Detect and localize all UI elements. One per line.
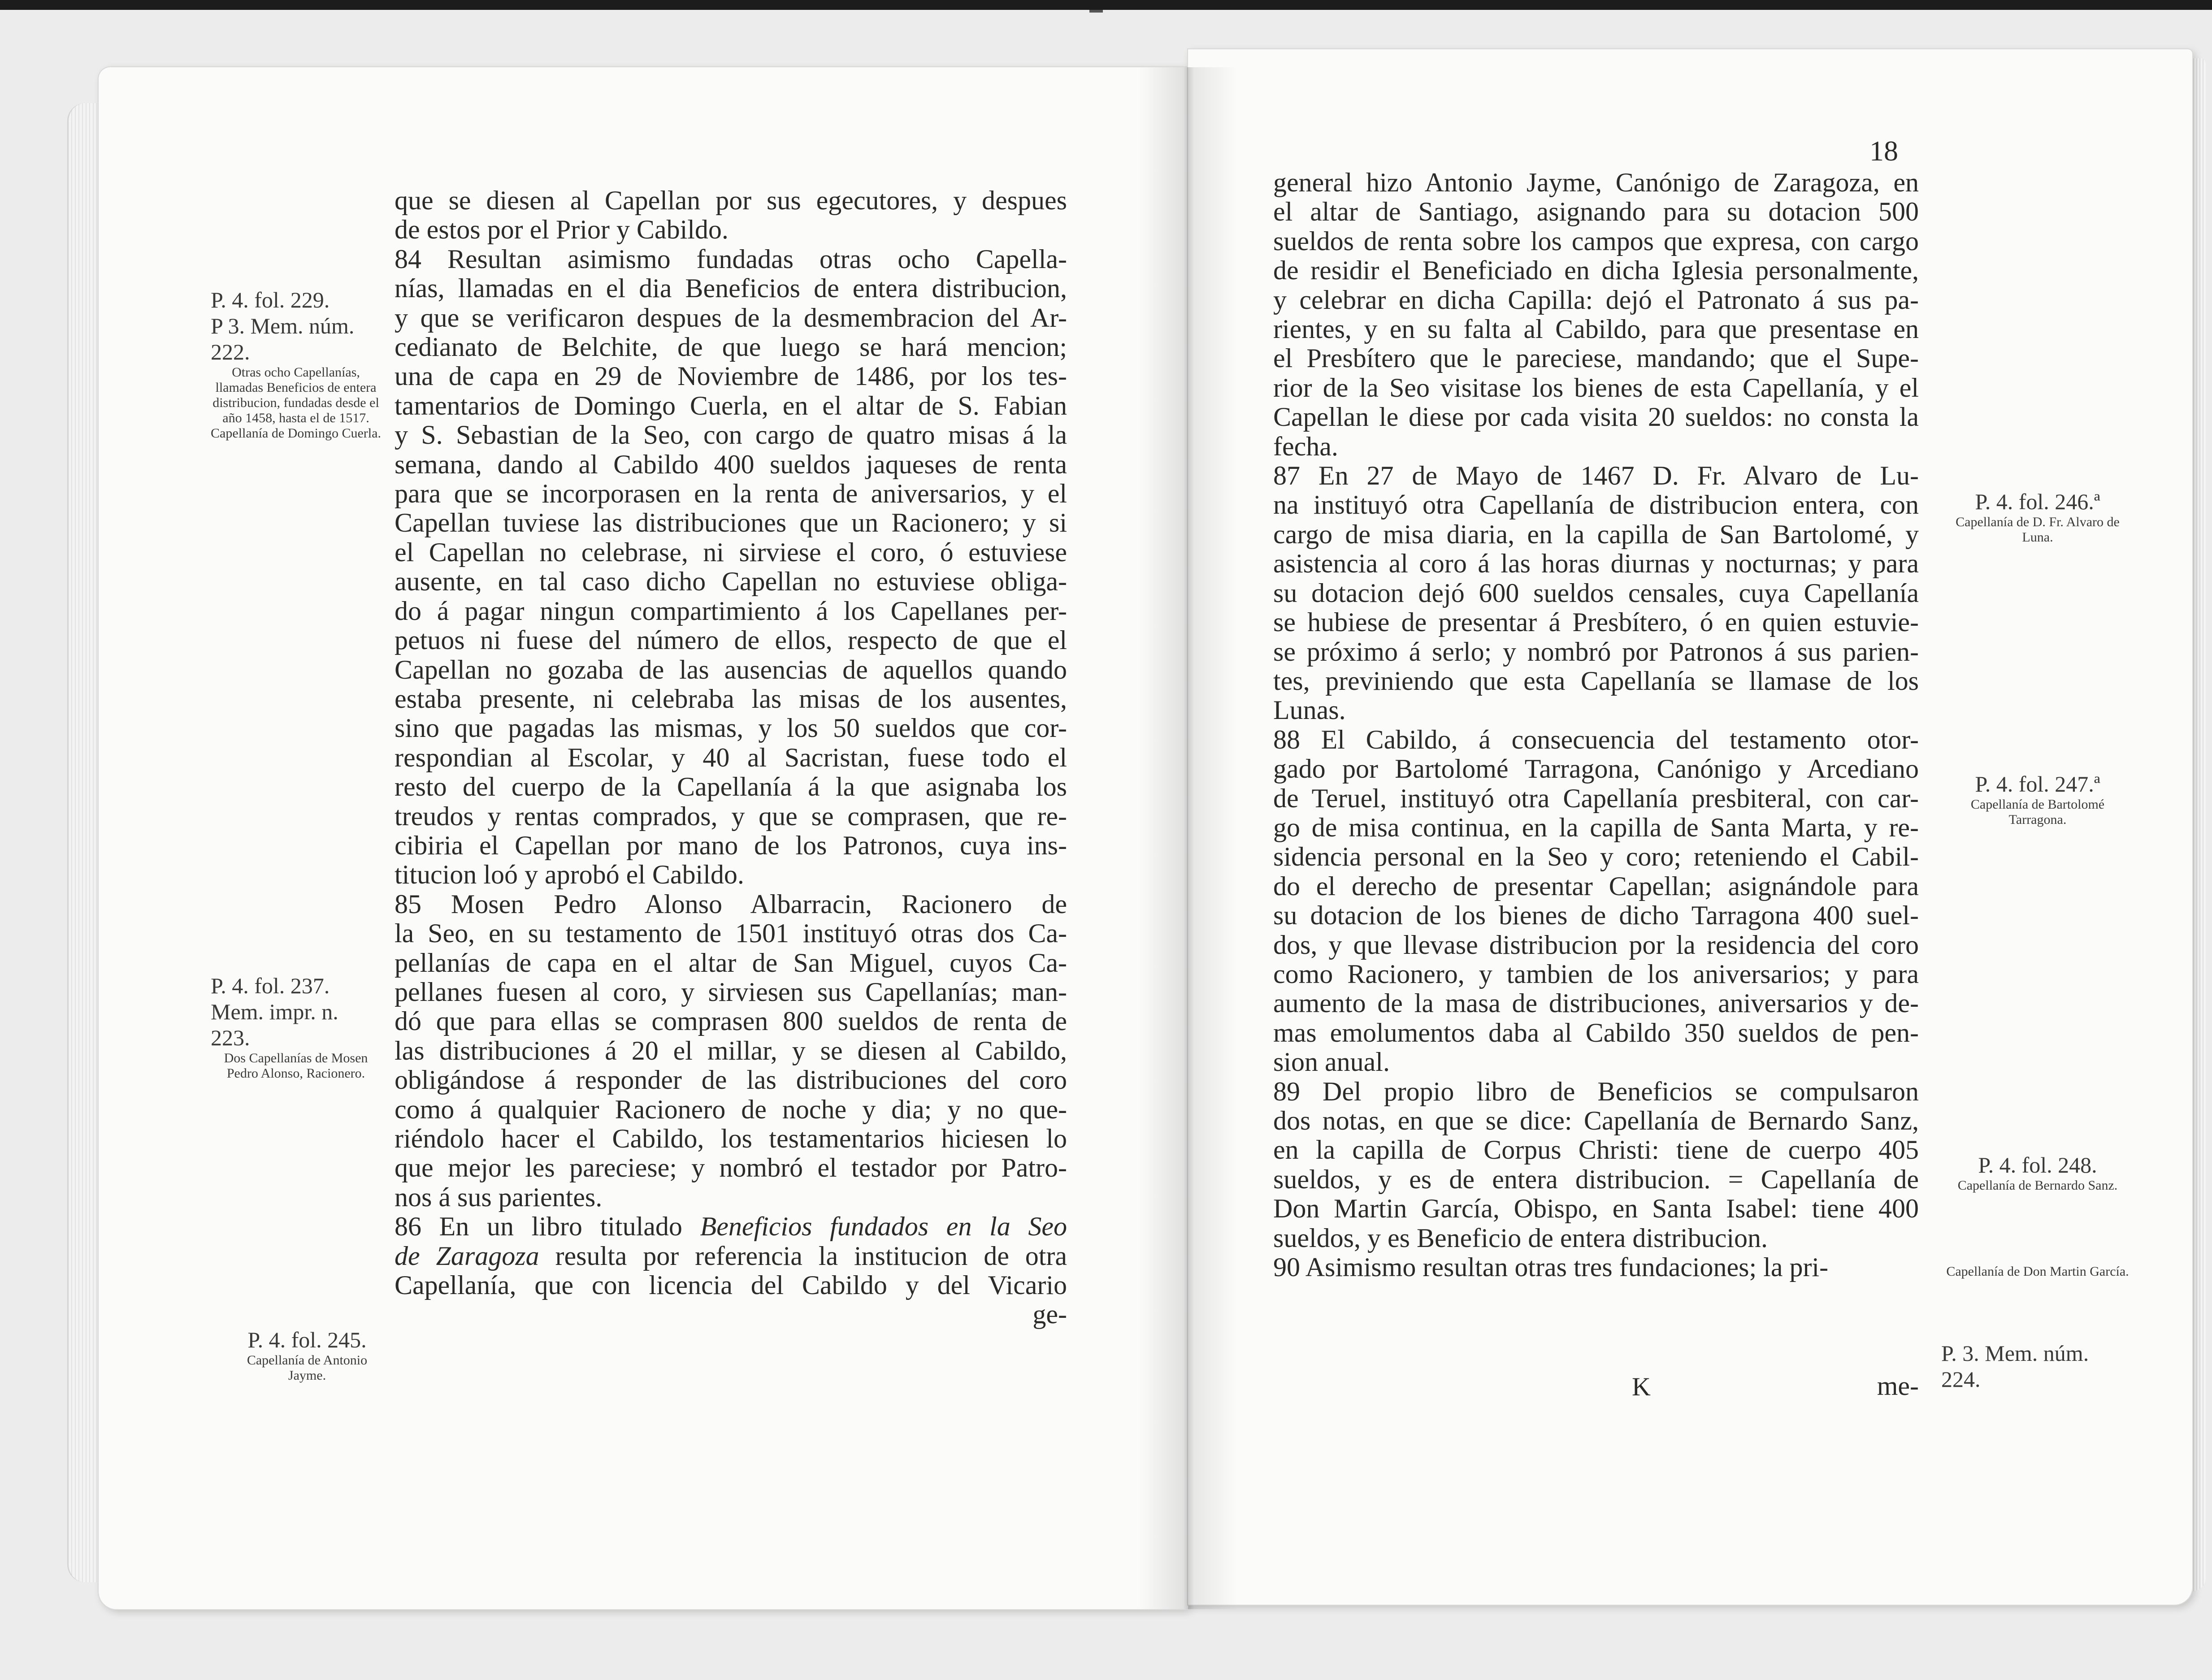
- text-line: se próximo á serlo; y nombró por Patronos á sus parien-: [1273, 636, 1919, 667]
- text-line: que mejor les pareciese; y nombró el testador por Patro-: [395, 1153, 1067, 1183]
- text-line: Capellanía, que con licencia del Cabildo y del Vicario: [395, 1270, 1067, 1300]
- text-line: de estos por el Prior y Cabildo.: [395, 215, 729, 245]
- text-line: 85 Mosen Pedro Alonso Albarracin, Racionero de: [395, 889, 1067, 919]
- text-line: en la capilla de Corpus Christi: tiene de cuerpo 405: [1273, 1135, 1919, 1165]
- text-line: como á qualquier Racionero de noche y dia; y no que-: [395, 1094, 1067, 1124]
- text-line: sueldos, y es de entera distribucion. = Capellanía de: [1273, 1164, 1919, 1194]
- note-ref: P. 4. fol. 237.: [211, 973, 330, 998]
- text-line: ge-: [1032, 1299, 1067, 1329]
- note-ref: P. 4. fol. 247.ª: [1975, 771, 2100, 797]
- text-line: sidencia personal en la Seo y coro; reteniendo el Cabil-: [1273, 842, 1919, 872]
- text-line: rientes, y en su falta al Cabildo, para que presentase en: [1273, 314, 1919, 344]
- text-line: tamentarios de Domingo Cuerla, en el altar de S. Fabian: [395, 390, 1067, 420]
- note-desc: Capellanía de Domingo Cuerla.: [211, 426, 381, 441]
- text-line: titucion loó y aprobó el Cabildo.: [395, 860, 744, 890]
- note-ref: P. 4. fol. 246.ª: [1975, 489, 2100, 514]
- left-margin-note-2: [211, 973, 381, 1081]
- text-line: la Seo, en su testamento de 1501 instituyó otras dos Ca-: [395, 918, 1067, 948]
- text-line: las distribuciones á 20 el millar, y se diesen al Cabildo,: [395, 1035, 1067, 1065]
- text-line: sino que pagadas las mismas, y los 50 sueldos que cor-: [395, 713, 1067, 743]
- text-line: petuos ni fuese del número de ellos, respecto de que el: [395, 625, 1067, 655]
- note-ref: 224.: [1941, 1367, 1981, 1392]
- note-ref: P. 4. fol. 248.: [1978, 1152, 2097, 1178]
- catchword-text: me-: [1877, 1371, 1919, 1401]
- text-line: de residir el Beneficiado en dicha Iglesia personalmente,: [1273, 255, 1919, 286]
- text-line: asistencia al coro á las horas diurnas y nocturnas; y para: [1273, 549, 1919, 579]
- left-page-body: [395, 186, 1067, 1329]
- text-line: go de misa continua, en la capilla de Santa Marta, y re-: [1273, 812, 1919, 842]
- text-line: 89 Del propio libro de Beneficios se compulsaron: [1273, 1076, 1919, 1106]
- right-margin-note-2: [1941, 771, 2134, 827]
- text-line: el altar de Santiago, asignando para su dotacion 500: [1273, 197, 1919, 227]
- note-ref: Mem. impr. n.: [211, 999, 338, 1024]
- text-line: rior de la Seo visitase los bienes de esta Capellanía, y el: [1273, 372, 1919, 403]
- text-line: dó que para ellas se comprasen 800 sueldos de renta de: [395, 1006, 1067, 1036]
- text-line: cedianato de Belchite, de que luego se hará mencion;: [395, 332, 1067, 362]
- text-line: su dotacion de los bienes de dicho Tarragona 400 suel-: [1273, 901, 1919, 931]
- text-line: Don Martin García, Obispo, en Santa Isabel: tiene 400: [1273, 1194, 1919, 1224]
- note-desc: Dos Capellanías de Mosen Pedro Alonso, Racionero.: [224, 1051, 368, 1081]
- text-line: pellanías de capa en el altar de San Miguel, cuyos Ca-: [395, 948, 1067, 978]
- text-line: y celebrar en dicha Capilla: dejó el Patronato á sus pa-: [1273, 285, 1919, 315]
- text-line: aumento de la masa de distribuciones, aniversarios y de-: [1273, 988, 1919, 1018]
- text-line: el Presbítero que le pareciese, mandando; que el Supe-: [1273, 343, 1919, 373]
- text-line: dos notas, en que se dice: Capellanía de Bernardo Sanz,: [1273, 1106, 1919, 1135]
- text-line: 90 Asimismo resultan otras tres fundaciones; la pri-: [1273, 1252, 1829, 1282]
- text-line: cibiria el Capellan por mano de los Patronos, cuya ins-: [395, 830, 1067, 860]
- signature-mark: K: [1632, 1372, 1651, 1401]
- text-line: estaba presente, ni celebraba las misas de los ausentes,: [395, 684, 1067, 714]
- text-line: treudos y rentas comprados, y que se comprasen, que re-: [395, 801, 1067, 831]
- right-margin-note-5: [1941, 1340, 2134, 1392]
- text-line: nías, llamadas en el dia Beneficios de entera distribucion,: [395, 273, 1067, 303]
- note-desc: Capellanía de Bartolomé Tarragona.: [1970, 797, 2105, 827]
- text-line: respondian al Escolar, y 40 al Sacristan, fuese todo el: [395, 742, 1067, 772]
- text-line: Capellan no gozaba de las ausencias de aquellos quando: [395, 654, 1067, 684]
- book-gutter: [1139, 67, 1237, 1609]
- text-line: nos á sus parientes.: [395, 1182, 603, 1212]
- note-desc: Capellanía de Bernardo Sanz.: [1957, 1178, 2118, 1193]
- text-line: Capellan tuviese las distribuciones que un Racionero; y si: [395, 508, 1067, 538]
- text-line: do á pagar ningun compartimiento á los Capellanes per-: [395, 596, 1067, 626]
- text-line: resto del cuerpo de la Capellanía á la que asignaba los: [395, 772, 1067, 802]
- text-line: semana, dando al Cabildo 400 sueldos jaqueses de renta: [395, 449, 1067, 479]
- note-ref: P 3. Mem. núm.: [211, 313, 355, 338]
- text-line: general hizo Antonio Jayme, Canónigo de Zaragoza, en: [1273, 168, 1919, 197]
- text-line: na instituyó otra Capellanía de distribucion entera, con: [1273, 490, 1919, 520]
- text-line: de Teruel, instituyó otra Capellanía presbiteral, con car-: [1273, 783, 1919, 813]
- text-line: como Racionero, y tambien de los aniversarios; y para: [1273, 959, 1919, 989]
- note-desc: Capellanía de Antonio Jayme.: [247, 1353, 368, 1383]
- left-margin-note-3: [233, 1327, 381, 1383]
- text-line: ausente, en tal caso dicho Capellan no estuviese obliga-: [395, 567, 1067, 597]
- note-desc: Otras ocho Capellanías, llamadas Beneficios de entera distribucion, fundadas desde el año 1458, hasta el de 1517.: [213, 365, 379, 425]
- page-number: 18: [1869, 135, 1898, 167]
- text-line: gado por Bartolomé Tarragona, Canónigo y Arcediano: [1273, 754, 1919, 784]
- text-line: sion anual.: [1273, 1047, 1390, 1077]
- text-line: para que se incorporasen en la renta de aniversarios, y el: [395, 479, 1067, 509]
- text-line: riéndolo hacer el Cabildo, los testamentarios hiciesen lo: [395, 1124, 1067, 1153]
- text-line: su dotacion dejó 600 sueldos censales, cuya Capellanía: [1273, 578, 1919, 608]
- note-ref: P. 4. fol. 245.: [247, 1327, 367, 1352]
- text-line: el Capellan no celebrase, ni sirviese el coro, ó estuviese: [395, 537, 1067, 567]
- note-ref: 222.: [211, 339, 250, 364]
- text-line: 87 En 27 de Mayo de 1467 D. Fr. Alvaro de Lu-: [1273, 461, 1919, 491]
- text-line: 86 En un libro titulado Beneficios fundados en la Seo: [395, 1212, 1067, 1242]
- text-line: Capellan le diese por cada visita 20 sueldos: no consta la: [1273, 402, 1919, 432]
- note-ref: 223.: [211, 1025, 250, 1050]
- text-line: cargo de misa diaria, en la capilla de San Bartolomé, y: [1273, 519, 1919, 549]
- note-desc: Capellanía de Don Martin García.: [1946, 1264, 2129, 1279]
- right-margin-note-3: [1941, 1152, 2134, 1193]
- right-margin-note-4: [1941, 1264, 2134, 1279]
- text-line: do el derecho de presentar Capellan; asignándole para: [1273, 871, 1919, 901]
- catchword: [1869, 1372, 1919, 1401]
- text-line: 88 El Cabildo, á consecuencia del testamento otor-: [1273, 724, 1919, 754]
- right-page-body: [1273, 168, 1919, 1282]
- text-line: tes, previniendo que esta Capellanía se llamase de los: [1273, 666, 1919, 696]
- scan-top-border: [0, 0, 2212, 10]
- text-line: una de capa en 29 de Noviembre de 1486, por los tes-: [395, 361, 1067, 391]
- text-line: pellanes fuesen al coro, y sirviesen sus Capellanías; man-: [395, 977, 1067, 1007]
- text-line: Lunas.: [1273, 695, 1346, 725]
- text-line: sueldos, y es Beneficio de entera distribucion.: [1273, 1223, 1768, 1253]
- text-line: mas emolumentos daba al Cabildo 350 sueldos de pen-: [1273, 1018, 1919, 1048]
- note-desc: Capellanía de D. Fr. Alvaro de Luna.: [1956, 515, 2120, 545]
- text-line: que se diesen al Capellan por sus egecutores, y despues: [395, 186, 1067, 215]
- text-line: 84 Resultan asimismo fundadas otras ocho Capella-: [395, 244, 1067, 274]
- left-margin-note-1: [211, 287, 381, 441]
- note-ref: P. 4. fol. 229.: [211, 287, 330, 312]
- text-line: obligándose á responder de las distribuciones del coro: [395, 1065, 1067, 1095]
- text-line: sueldos de renta sobre los campos que expresa, con cargo: [1273, 226, 1919, 256]
- text-line: y que se verificaron despues de la desmembracion del Ar-: [395, 303, 1067, 333]
- right-margin-note-1: [1941, 489, 2134, 545]
- text-line: de Zaragoza resulta por referencia la institucion de otra: [395, 1241, 1067, 1271]
- text-line: se hubiese de presentar á Presbítero, ó en quien estuvie-: [1273, 607, 1919, 637]
- text-line: y S. Sebastian de la Seo, con cargo de quatro misas á la: [395, 420, 1067, 450]
- note-ref: P. 3. Mem. núm.: [1941, 1341, 2089, 1366]
- text-line: dos, y que llevase distribucion por la residencia del coro: [1273, 930, 1919, 960]
- text-line: fecha.: [1273, 431, 1338, 461]
